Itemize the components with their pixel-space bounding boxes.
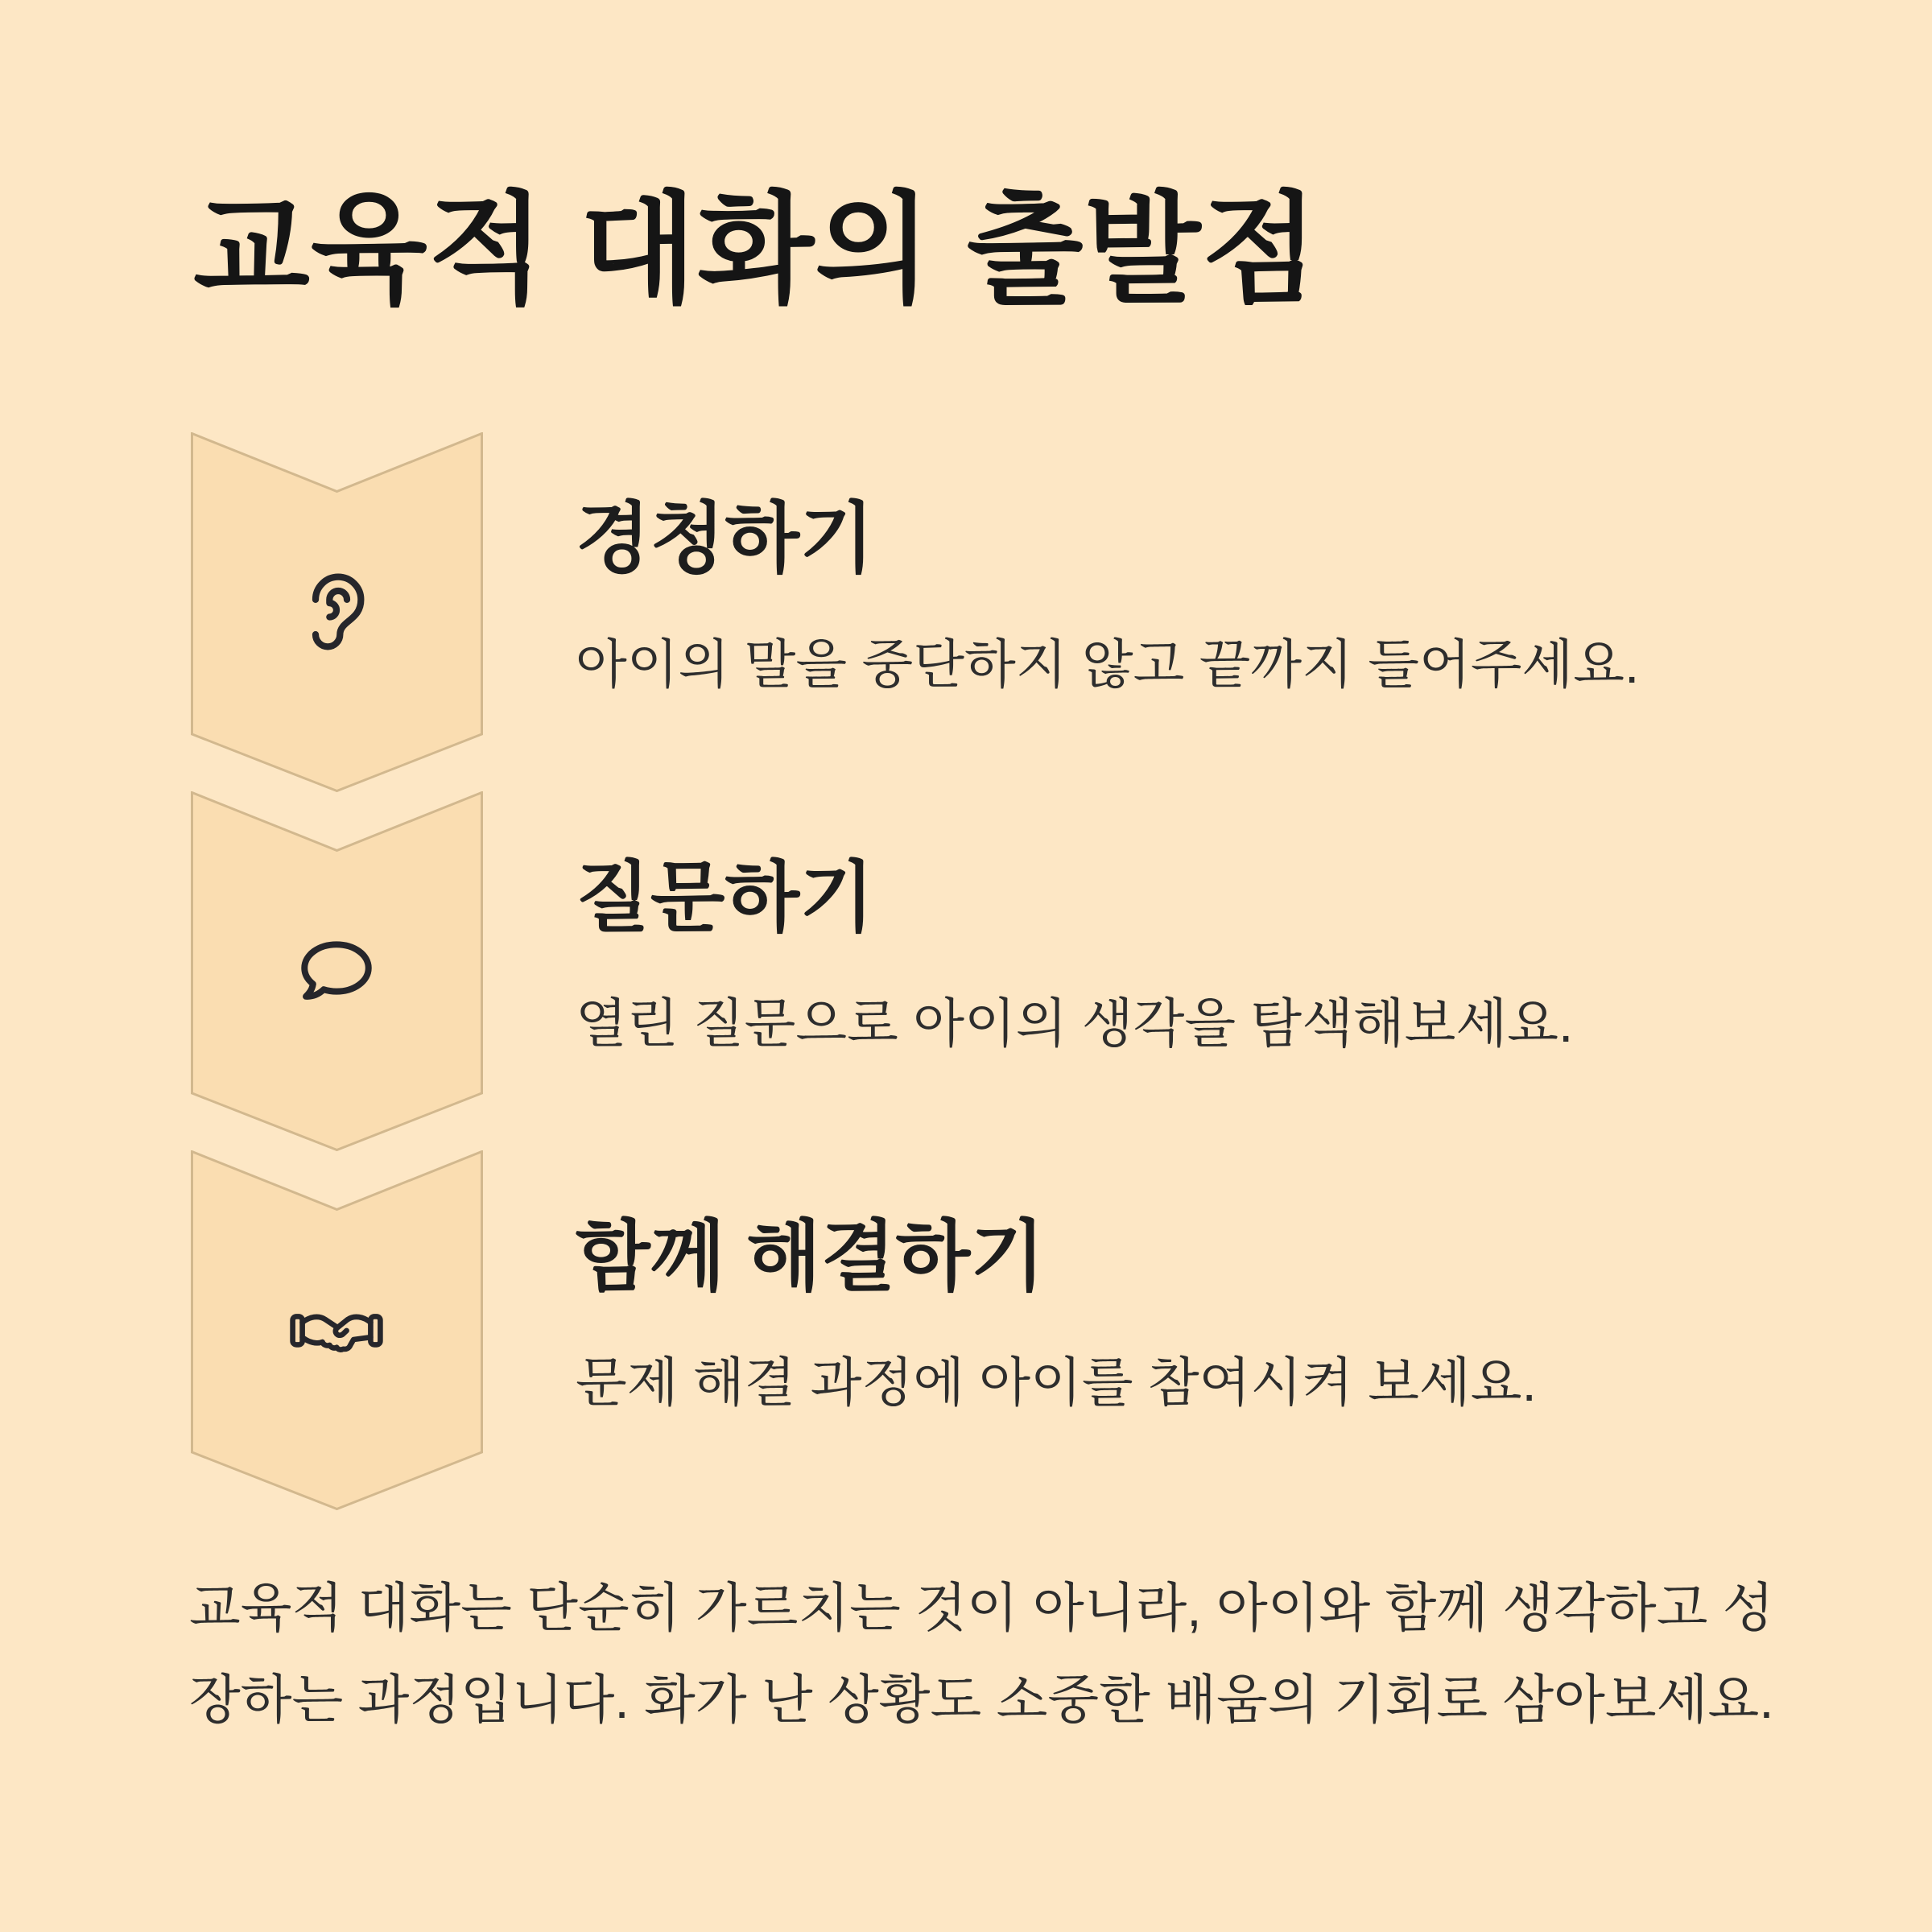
footer-paragraph [189,1562,1799,1745]
step-heading: 함께 해결하기 [576,1214,1046,1300]
step-text [576,855,1574,1055]
chevron-banner [191,1150,483,1510]
handshake-icon [289,1300,384,1360]
chevron-banner [191,432,483,792]
step-item-questioning [191,791,1761,1151]
step-item-listening [191,432,1761,792]
footer-line: 장하는 과정입니다. 화가 난 상황도 소중한 배움의 기회로 삼아보세요. [189,1670,1774,1729]
step-item-solving-together [191,1150,1761,1510]
chevron-banner [191,791,483,1151]
step-heading: 질문하기 [576,855,874,941]
step-text [576,496,1640,696]
page-title: 교육적 대화의 출발점 [193,182,1319,317]
footer-line: 교육적 대화는 단순히 가르치는 것이 아니라, 아이와 함께 생각하고 성 [189,1578,1774,1637]
step-description: 열린 질문으로 아이의 생각을 탐색해보세요. [576,993,1574,1053]
step-heading: 경청하기 [576,496,874,582]
step-description: 아이의 말을 중단하지 않고 끝까지 들어주세요. [576,634,1640,694]
step-text [576,1214,1537,1414]
step-description: 문제 해결 과정에 아이를 참여시켜 보세요. [576,1352,1537,1412]
ear-icon [295,570,378,654]
speech-bubble-icon [291,928,382,1013]
